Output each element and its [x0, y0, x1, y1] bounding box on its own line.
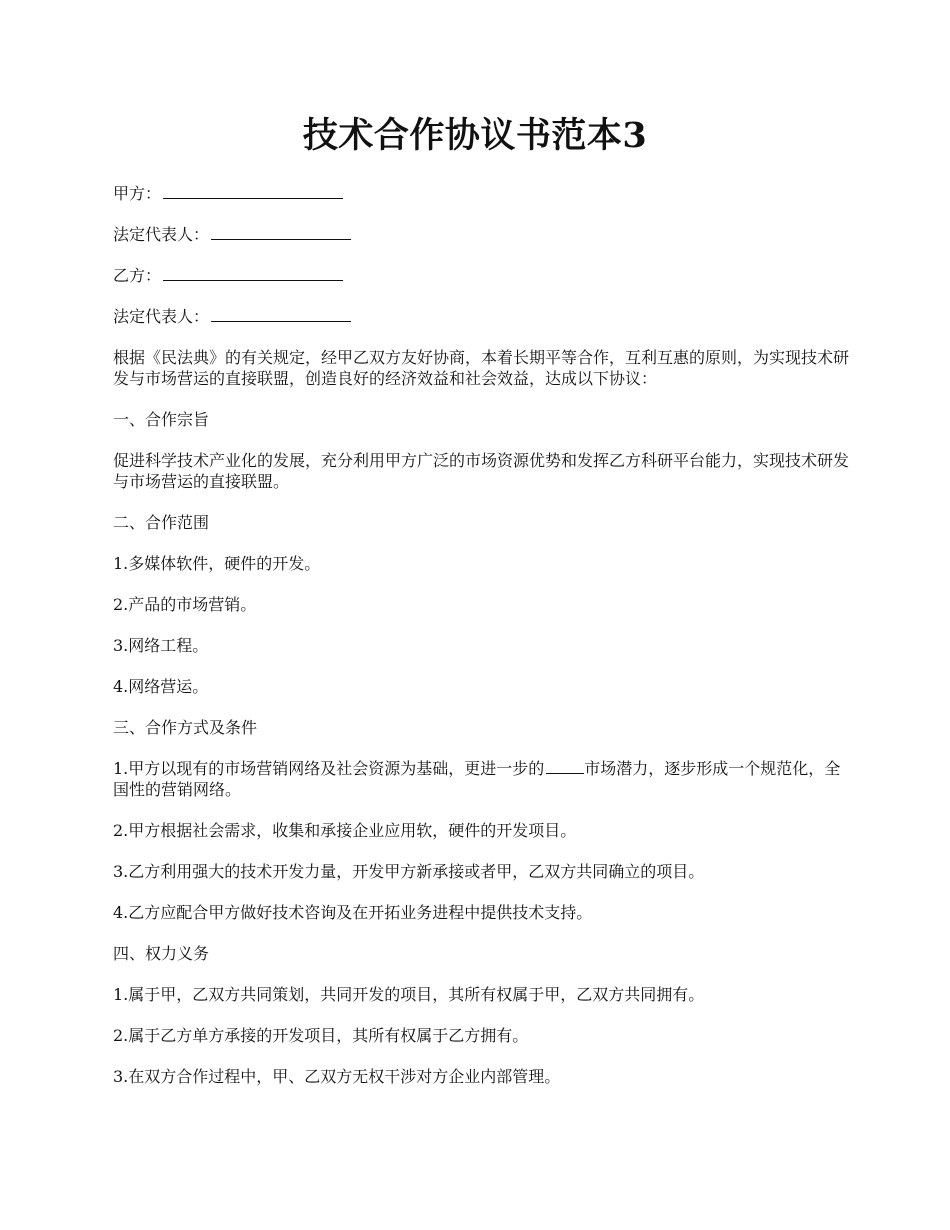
- section1-text: 促进科学技术产业化的发展，充分利用甲方广泛的市场资源优势和发挥乙方科研平台能力，实现技术研发与市场营运的直接联盟。: [113, 451, 850, 491]
- legal-rep-a-blank[interactable]: [211, 224, 351, 240]
- legal-rep-a-field: [113, 224, 853, 245]
- section3-item-1-before: 1.甲方以现有的市场营销网络及社会资源为基础，更进一步的: [113, 759, 545, 778]
- party-a-field: [113, 183, 853, 204]
- section3-item-1-after: 市场潜力，逐步形成一个规范化，全国性的营销网络。: [113, 759, 841, 799]
- section4-item: 2.属于乙方单方承接的开发项目，其所有权属于乙方拥有。: [113, 1026, 529, 1045]
- section3-item: 2.甲方根据社会需求，收集和承接企业应用软，硬件的开发项目。: [113, 821, 577, 840]
- section3-item: 3.乙方利用强大的技术开发力量，开发甲方新承接或者甲，乙双方共同确立的项目。: [113, 862, 705, 881]
- section3-item: 4.乙方应配合甲方做好技术咨询及在开拓业务进程中提供技术支持。: [113, 903, 593, 922]
- section1-heading: 一、合作宗旨: [113, 410, 210, 429]
- section3-item-1-blank[interactable]: [546, 758, 584, 774]
- section3-item-1: [113, 758, 853, 800]
- section2-item: 4.网络营运。: [113, 677, 209, 696]
- document-title: 技术合作协议书范本3: [302, 115, 648, 156]
- section2-item: 1.多媒体软件，硬件的开发。: [113, 554, 321, 573]
- section4-item: 3.在双方合作过程中，甲、乙双方无权干涉对方企业内部管理。: [113, 1067, 561, 1086]
- section4-heading: 四、权力义务: [113, 944, 210, 963]
- party-b-blank[interactable]: [163, 265, 343, 281]
- legal-rep-b-label: 法定代表人：: [113, 307, 210, 326]
- document-body: [113, 183, 853, 1107]
- party-b-label: 乙方：: [113, 266, 162, 285]
- legal-rep-b-blank[interactable]: [211, 306, 351, 322]
- legal-rep-a-label: 法定代表人：: [113, 225, 210, 244]
- legal-rep-b-field: [113, 306, 853, 327]
- intro-paragraph: 根据《民法典》的有关规定，经甲乙双方友好协商，本着长期平等合作，互利互惠的原则，为实现技术研发与市场营运的直接联盟，创造良好的经济效益和社会效益，达成以下协议：: [113, 348, 850, 388]
- section3-heading: 三、合作方式及条件: [113, 718, 258, 737]
- party-a-blank[interactable]: [163, 183, 343, 199]
- section2-item: 3.网络工程。: [113, 636, 209, 655]
- section2-heading: 二、合作范围: [113, 513, 210, 532]
- party-a-label: 甲方：: [113, 184, 162, 203]
- section4-item: 1.属于甲，乙双方共同策划，共同开发的项目，其所有权属于甲，乙双方共同拥有。: [113, 985, 705, 1004]
- section2-item: 2.产品的市场营销。: [113, 595, 257, 614]
- party-b-field: [113, 265, 853, 286]
